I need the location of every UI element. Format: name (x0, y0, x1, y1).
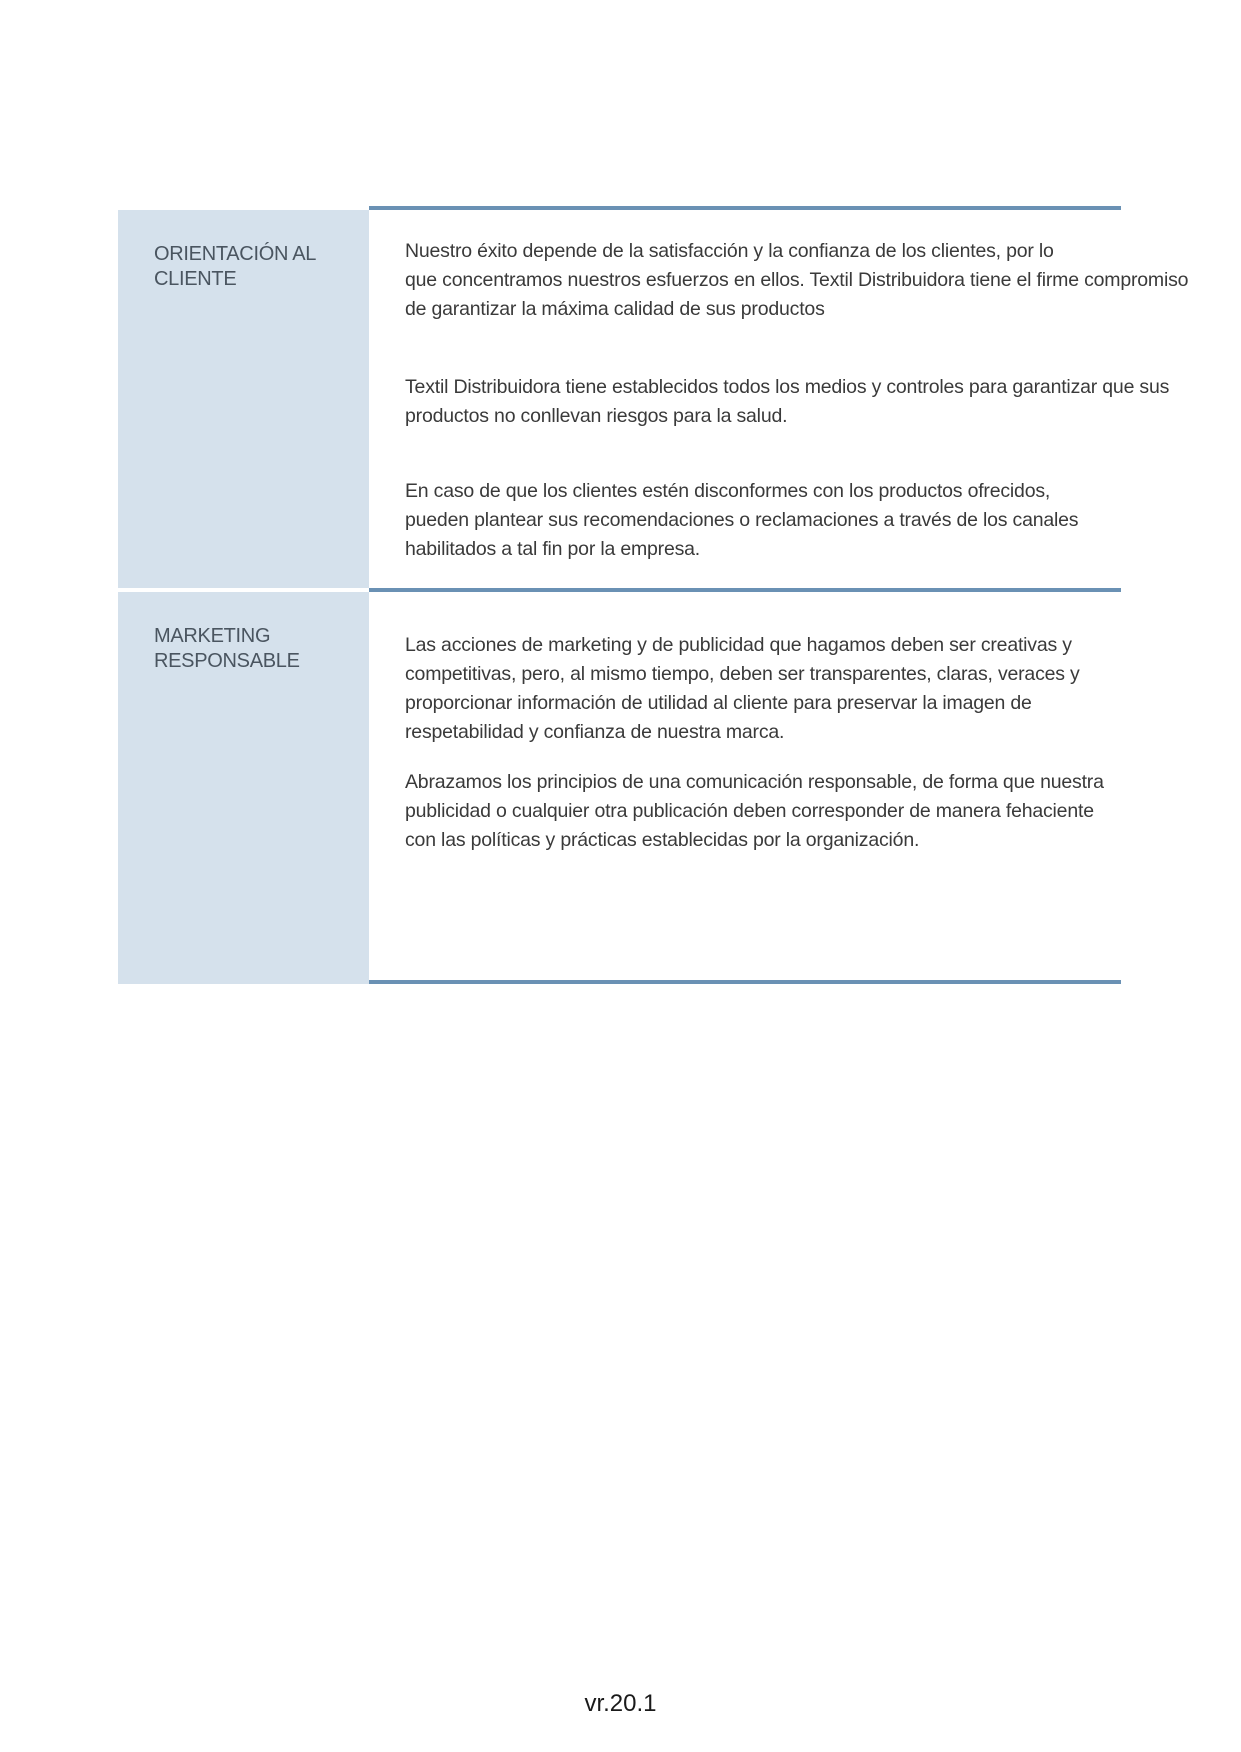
section-content (369, 588, 1236, 980)
paragraph: Nuestro éxito depende de la satisfacción y la confianza de los clientes, por lo que concentramos nuestros esfuerzos en ellos. Textil Distribuidora tiene el firme compromiso de garantizar la máxima calidad de sus productos (405, 240, 1189, 320)
section-orientacion-cliente (118, 206, 1241, 588)
paragraph: Abrazamos los principios de una comunicación responsable, de forma que nuestra publicidad o cualquier otra publicación deben corresponder de manera fehaciente con las políticas y prácticas establecidas por la organización. (405, 771, 1104, 851)
section-bottom-rule (369, 980, 1121, 984)
paragraph: En caso de que los clientes estén disconformes con los productos ofrecidos, pueden plantear sus recomendaciones o reclamaciones a través de los canales habilitados a tal fin por la empresa. (405, 480, 1079, 560)
paragraph: Las acciones de marketing y de publicidad que hagamos deben ser creativas y competitivas, pero, al mismo tiempo, deben ser transparentes, claras, veraces y proporcionar información de utilidad al cliente para preservar la imagen de respetabilidad y confianza de nuestra marca. (405, 634, 1080, 743)
version-footer: vr.20.1 (584, 1690, 657, 1717)
section-label-panel (118, 210, 369, 588)
section-label: MARKETING RESPONSABLE (154, 625, 300, 672)
section-label: ORIENTACIÓN AL CLIENTE (154, 243, 317, 290)
section-label-panel (118, 592, 369, 984)
section-marketing-responsable (118, 588, 1241, 988)
paragraph: Textil Distribuidora tiene establecidos todos los medios y controles para garantizar que sus productos no conllevan riesgos para la salud. (405, 376, 1170, 427)
section-content (369, 206, 1236, 588)
